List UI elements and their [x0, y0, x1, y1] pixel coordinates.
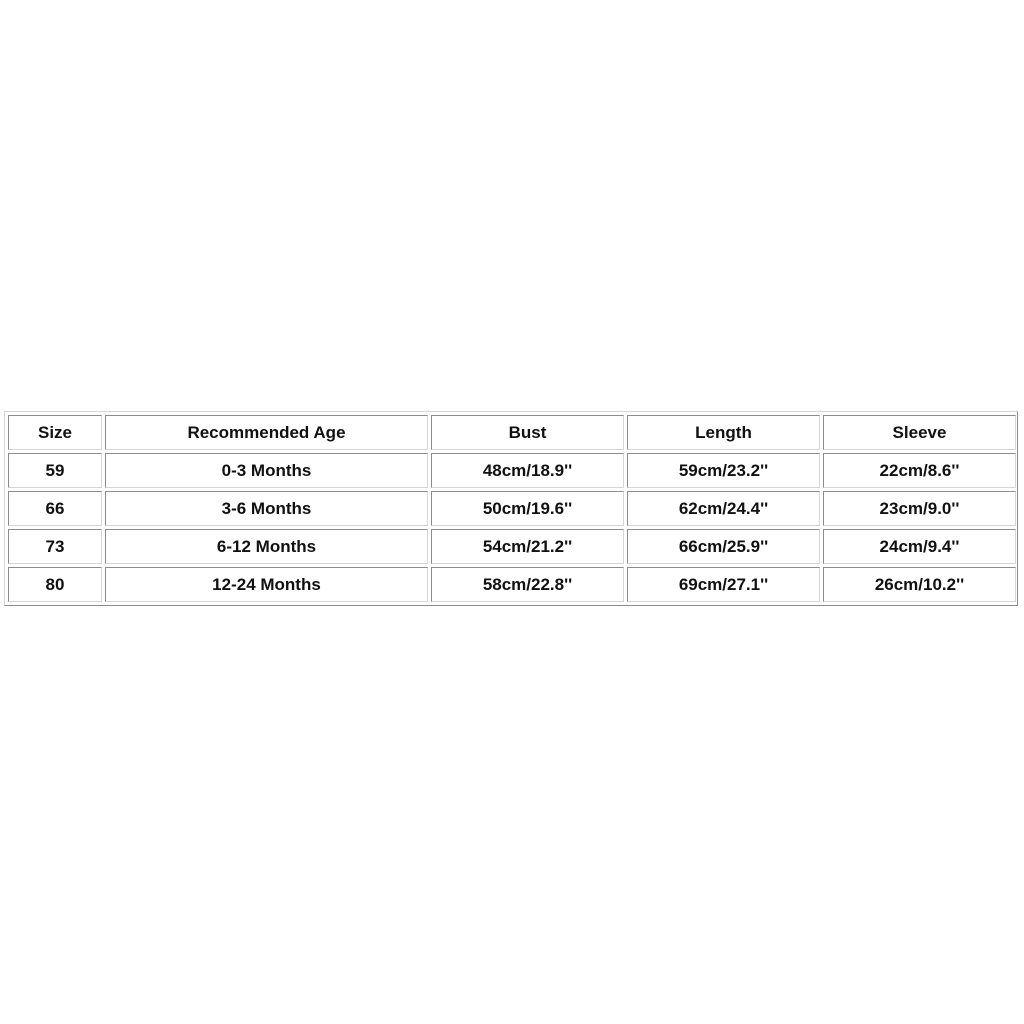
cell-age: 6-12 Months [105, 529, 428, 564]
table-row [8, 491, 1016, 526]
cell-length: 62cm/24.4'' [627, 491, 820, 526]
cell-age: 3-6 Months [105, 491, 428, 526]
cell-sleeve: 22cm/8.6'' [823, 453, 1016, 488]
table-row [8, 529, 1016, 564]
cell-sleeve: 26cm/10.2'' [823, 567, 1016, 602]
cell-bust: 54cm/21.2'' [431, 529, 624, 564]
size-chart-table [5, 412, 1019, 605]
cell-age: 12-24 Months [105, 567, 428, 602]
table-row [8, 567, 1016, 602]
cell-length: 69cm/27.1'' [627, 567, 820, 602]
cell-sleeve: 23cm/9.0'' [823, 491, 1016, 526]
table-row [8, 453, 1016, 488]
cell-bust: 50cm/19.6'' [431, 491, 624, 526]
header-size: Size [8, 415, 102, 450]
cell-bust: 48cm/18.9'' [431, 453, 624, 488]
cell-size: 73 [8, 529, 102, 564]
size-chart [4, 411, 1018, 606]
cell-bust: 58cm/22.8'' [431, 567, 624, 602]
cell-length: 59cm/23.2'' [627, 453, 820, 488]
header-bust: Bust [431, 415, 624, 450]
header-length: Length [627, 415, 820, 450]
table-header-row [8, 415, 1016, 450]
cell-age: 0-3 Months [105, 453, 428, 488]
cell-size: 66 [8, 491, 102, 526]
header-sleeve: Sleeve [823, 415, 1016, 450]
cell-sleeve: 24cm/9.4'' [823, 529, 1016, 564]
header-recommended-age: Recommended Age [105, 415, 428, 450]
cell-size: 80 [8, 567, 102, 602]
cell-length: 66cm/25.9'' [627, 529, 820, 564]
cell-size: 59 [8, 453, 102, 488]
